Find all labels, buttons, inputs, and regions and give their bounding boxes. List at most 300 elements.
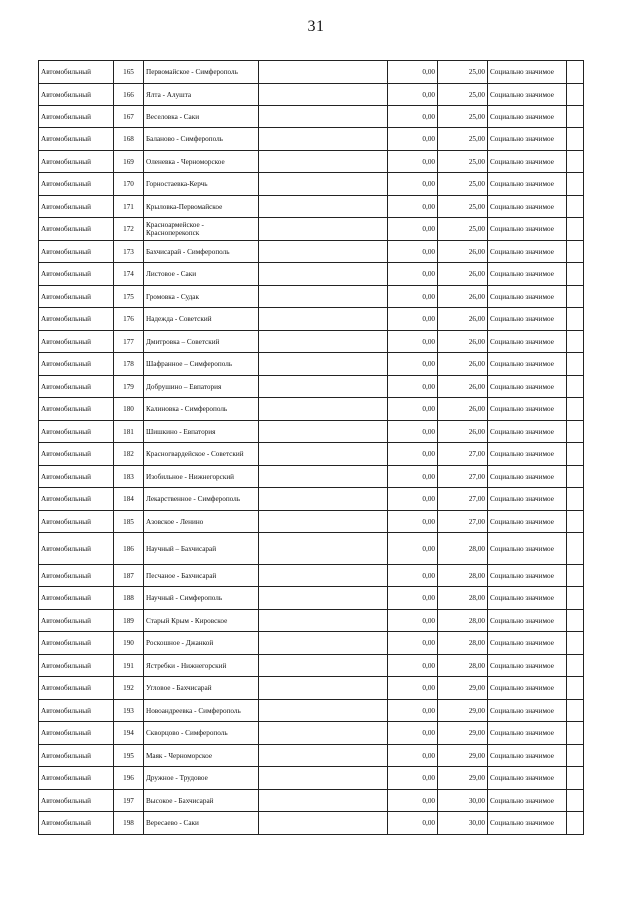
blank-cell: [259, 286, 388, 308]
route-name-cell: Калиновка - Симферополь: [144, 398, 259, 421]
blank-cell: [567, 84, 584, 106]
blank-cell: [259, 421, 388, 443]
table-row: [39, 767, 584, 790]
route-name-cell: Маяк - Черноморское: [144, 745, 259, 767]
route-type-cell: Автомобильный: [39, 398, 114, 421]
blank-cell: [567, 331, 584, 353]
value-2-cell: 28,00: [438, 655, 488, 677]
blank-cell: [567, 466, 584, 488]
blank-cell: [259, 376, 388, 398]
blank-cell: [567, 263, 584, 286]
route-type-cell: Автомобильный: [39, 587, 114, 610]
route-number-cell: 174: [114, 263, 144, 286]
route-type-cell: Автомобильный: [39, 745, 114, 767]
value-1-cell: 0,00: [388, 722, 438, 745]
status-cell: Социально значимое: [488, 286, 567, 308]
table-row: [39, 700, 584, 722]
value-2-cell: 29,00: [438, 767, 488, 790]
blank-cell: [567, 587, 584, 610]
route-number-cell: 193: [114, 700, 144, 722]
route-number-cell: 189: [114, 610, 144, 632]
route-number-cell: 194: [114, 722, 144, 745]
table-row: [39, 511, 584, 533]
blank-cell: [567, 286, 584, 308]
blank-cell: [567, 151, 584, 173]
status-cell: Социально значимое: [488, 106, 567, 128]
status-cell: Социально значимое: [488, 196, 567, 218]
blank-cell: [567, 353, 584, 376]
route-name-cell: Роскошное - Джанкой: [144, 632, 259, 655]
table-row: [39, 353, 584, 376]
value-1-cell: 0,00: [388, 632, 438, 655]
table-row: [39, 587, 584, 610]
blank-cell: [567, 308, 584, 331]
blank-cell: [259, 790, 388, 812]
page-number: 31: [307, 18, 325, 35]
value-1-cell: 0,00: [388, 767, 438, 790]
route-name-cell: Научный - Симферополь: [144, 587, 259, 610]
route-number-cell: 175: [114, 286, 144, 308]
route-name-cell: Научный – Бахчисарай: [144, 533, 259, 565]
route-name-cell: Изобильное - Нижнегорский: [144, 466, 259, 488]
value-1-cell: 0,00: [388, 173, 438, 196]
route-number-cell: 186: [114, 533, 144, 565]
route-type-cell: Автомобильный: [39, 767, 114, 790]
blank-cell: [567, 61, 584, 84]
blank-cell: [259, 218, 388, 241]
blank-cell: [567, 745, 584, 767]
value-2-cell: 26,00: [438, 353, 488, 376]
blank-cell: [567, 565, 584, 587]
route-type-cell: Автомобильный: [39, 286, 114, 308]
blank-cell: [259, 565, 388, 587]
value-2-cell: 27,00: [438, 466, 488, 488]
table-row: [39, 677, 584, 700]
route-type-cell: Автомобильный: [39, 488, 114, 511]
status-cell: Социально значимое: [488, 308, 567, 331]
table-row: [39, 533, 584, 565]
value-1-cell: 0,00: [388, 331, 438, 353]
route-number-cell: 198: [114, 812, 144, 835]
blank-cell: [567, 511, 584, 533]
blank-cell: [567, 610, 584, 632]
table-row: [39, 421, 584, 443]
value-2-cell: 29,00: [438, 677, 488, 700]
status-cell: Социально значимое: [488, 263, 567, 286]
route-type-cell: Автомобильный: [39, 812, 114, 835]
route-number-cell: 167: [114, 106, 144, 128]
value-1-cell: 0,00: [388, 443, 438, 466]
table-row: [39, 173, 584, 196]
blank-cell: [567, 767, 584, 790]
route-number-cell: 177: [114, 331, 144, 353]
blank-cell: [259, 655, 388, 677]
value-1-cell: 0,00: [388, 587, 438, 610]
route-name-cell: Высокое - Бахчисарай: [144, 790, 259, 812]
route-name-cell: Ялта - Алушта: [144, 84, 259, 106]
value-2-cell: 25,00: [438, 151, 488, 173]
value-1-cell: 0,00: [388, 128, 438, 151]
table-row: [39, 812, 584, 835]
route-number-cell: 185: [114, 511, 144, 533]
value-1-cell: 0,00: [388, 488, 438, 511]
route-type-cell: Автомобильный: [39, 565, 114, 587]
status-cell: Социально значимое: [488, 722, 567, 745]
blank-cell: [567, 488, 584, 511]
table-row: [39, 286, 584, 308]
route-number-cell: 176: [114, 308, 144, 331]
value-1-cell: 0,00: [388, 241, 438, 263]
blank-cell: [567, 655, 584, 677]
blank-cell: [567, 106, 584, 128]
value-1-cell: 0,00: [388, 655, 438, 677]
table-row: [39, 443, 584, 466]
route-type-cell: Автомобильный: [39, 128, 114, 151]
value-1-cell: 0,00: [388, 376, 438, 398]
blank-cell: [259, 812, 388, 835]
route-type-cell: Автомобильный: [39, 308, 114, 331]
blank-cell: [259, 443, 388, 466]
route-name-cell: Лекарственное - Симферополь: [144, 488, 259, 511]
blank-cell: [259, 263, 388, 286]
route-name-cell: Скворцово - Симферополь: [144, 722, 259, 745]
route-name-cell: Баланово - Симферополь: [144, 128, 259, 151]
blank-cell: [567, 398, 584, 421]
value-2-cell: 25,00: [438, 128, 488, 151]
value-2-cell: 25,00: [438, 84, 488, 106]
value-2-cell: 30,00: [438, 812, 488, 835]
route-number-cell: 166: [114, 84, 144, 106]
status-cell: Социально значимое: [488, 398, 567, 421]
blank-cell: [259, 196, 388, 218]
route-number-cell: 188: [114, 587, 144, 610]
table-row: [39, 106, 584, 128]
value-1-cell: 0,00: [388, 812, 438, 835]
value-1-cell: 0,00: [388, 353, 438, 376]
route-type-cell: Автомобильный: [39, 331, 114, 353]
route-type-cell: Автомобильный: [39, 151, 114, 173]
value-1-cell: 0,00: [388, 790, 438, 812]
route-type-cell: Автомобильный: [39, 655, 114, 677]
value-1-cell: 0,00: [388, 196, 438, 218]
value-2-cell: 26,00: [438, 263, 488, 286]
value-1-cell: 0,00: [388, 700, 438, 722]
route-number-cell: 169: [114, 151, 144, 173]
value-2-cell: 28,00: [438, 632, 488, 655]
route-number-cell: 190: [114, 632, 144, 655]
route-type-cell: Автомобильный: [39, 241, 114, 263]
status-cell: Социально значимое: [488, 421, 567, 443]
value-2-cell: 28,00: [438, 565, 488, 587]
value-2-cell: 29,00: [438, 700, 488, 722]
route-name-cell: Бахчисарай - Симферополь: [144, 241, 259, 263]
route-number-cell: 187: [114, 565, 144, 587]
value-2-cell: 26,00: [438, 398, 488, 421]
table-row: [39, 790, 584, 812]
route-name-cell: Листовое - Саки: [144, 263, 259, 286]
value-2-cell: 27,00: [438, 443, 488, 466]
blank-cell: [567, 677, 584, 700]
status-cell: Социально значимое: [488, 745, 567, 767]
blank-cell: [567, 196, 584, 218]
value-2-cell: 28,00: [438, 533, 488, 565]
value-2-cell: 25,00: [438, 196, 488, 218]
route-type-cell: Автомобильный: [39, 466, 114, 488]
blank-cell: [567, 632, 584, 655]
value-1-cell: 0,00: [388, 745, 438, 767]
value-1-cell: 0,00: [388, 610, 438, 632]
table-row: [39, 196, 584, 218]
value-1-cell: 0,00: [388, 61, 438, 84]
blank-cell: [259, 84, 388, 106]
status-cell: Социально значимое: [488, 533, 567, 565]
route-name-cell: Угловое - Бахчисарай: [144, 677, 259, 700]
route-name-cell: Дмитровка – Советский: [144, 331, 259, 353]
blank-cell: [567, 128, 584, 151]
route-name-cell: Шишкино - Евпатория: [144, 421, 259, 443]
routes-table: [38, 60, 584, 835]
value-2-cell: 30,00: [438, 790, 488, 812]
blank-cell: [259, 241, 388, 263]
route-number-cell: 165: [114, 61, 144, 84]
status-cell: Социально значимое: [488, 587, 567, 610]
route-number-cell: 182: [114, 443, 144, 466]
status-cell: Социально значимое: [488, 610, 567, 632]
table-row: [39, 610, 584, 632]
route-number-cell: 172: [114, 218, 144, 241]
route-number-cell: 192: [114, 677, 144, 700]
value-1-cell: 0,00: [388, 84, 438, 106]
route-type-cell: Автомобильный: [39, 722, 114, 745]
value-2-cell: 26,00: [438, 331, 488, 353]
route-type-cell: Автомобильный: [39, 106, 114, 128]
route-type-cell: Автомобильный: [39, 700, 114, 722]
route-name-cell: Красноармейское - Красноперекопск: [144, 218, 259, 241]
value-1-cell: 0,00: [388, 218, 438, 241]
blank-cell: [259, 722, 388, 745]
blank-cell: [259, 767, 388, 790]
route-number-cell: 171: [114, 196, 144, 218]
blank-cell: [567, 533, 584, 565]
value-1-cell: 0,00: [388, 677, 438, 700]
table-row: [39, 241, 584, 263]
blank-cell: [567, 700, 584, 722]
status-cell: Социально значимое: [488, 700, 567, 722]
blank-cell: [259, 677, 388, 700]
table-row: [39, 565, 584, 587]
blank-cell: [567, 376, 584, 398]
route-name-cell: Азовское - Ленино: [144, 511, 259, 533]
route-type-cell: Автомобильный: [39, 677, 114, 700]
blank-cell: [259, 511, 388, 533]
route-number-cell: 191: [114, 655, 144, 677]
route-number-cell: 170: [114, 173, 144, 196]
table-row: [39, 655, 584, 677]
table-row: [39, 218, 584, 241]
blank-cell: [259, 308, 388, 331]
status-cell: Социально значимое: [488, 443, 567, 466]
route-type-cell: Автомобильный: [39, 610, 114, 632]
table-row: [39, 398, 584, 421]
table-row: [39, 745, 584, 767]
route-name-cell: Громовка - Судак: [144, 286, 259, 308]
blank-cell: [259, 106, 388, 128]
value-1-cell: 0,00: [388, 286, 438, 308]
value-1-cell: 0,00: [388, 511, 438, 533]
route-name-cell: Первомайское - Симферополь: [144, 61, 259, 84]
table-row: [39, 331, 584, 353]
route-name-cell: Оленевка - Черноморское: [144, 151, 259, 173]
status-cell: Социально значимое: [488, 488, 567, 511]
route-type-cell: Автомобильный: [39, 173, 114, 196]
route-type-cell: Автомобильный: [39, 196, 114, 218]
status-cell: Социально значимое: [488, 331, 567, 353]
route-type-cell: Автомобильный: [39, 632, 114, 655]
blank-cell: [259, 466, 388, 488]
route-number-cell: 179: [114, 376, 144, 398]
value-2-cell: 25,00: [438, 61, 488, 84]
value-1-cell: 0,00: [388, 106, 438, 128]
route-name-cell: Ястребки - Нижнегорский: [144, 655, 259, 677]
route-name-cell: Песчаное - Бахчисарай: [144, 565, 259, 587]
table-row: [39, 308, 584, 331]
value-1-cell: 0,00: [388, 565, 438, 587]
route-type-cell: Автомобильный: [39, 511, 114, 533]
value-2-cell: 27,00: [438, 488, 488, 511]
blank-cell: [259, 173, 388, 196]
blank-cell: [259, 128, 388, 151]
route-name-cell: Дружное - Трудовое: [144, 767, 259, 790]
table-row: [39, 128, 584, 151]
blank-cell: [259, 353, 388, 376]
blank-cell: [259, 398, 388, 421]
route-type-cell: Автомобильный: [39, 84, 114, 106]
value-1-cell: 0,00: [388, 308, 438, 331]
route-number-cell: 195: [114, 745, 144, 767]
route-name-cell: Красногвардейское - Советский: [144, 443, 259, 466]
blank-cell: [567, 790, 584, 812]
route-number-cell: 173: [114, 241, 144, 263]
route-type-cell: Автомобильный: [39, 61, 114, 84]
route-type-cell: Автомобильный: [39, 533, 114, 565]
value-2-cell: 26,00: [438, 286, 488, 308]
value-2-cell: 29,00: [438, 722, 488, 745]
route-number-cell: 178: [114, 353, 144, 376]
status-cell: Социально значимое: [488, 353, 567, 376]
value-1-cell: 0,00: [388, 398, 438, 421]
blank-cell: [259, 488, 388, 511]
value-2-cell: 27,00: [438, 511, 488, 533]
value-2-cell: 25,00: [438, 173, 488, 196]
table-row: [39, 632, 584, 655]
status-cell: Социально значимое: [488, 632, 567, 655]
status-cell: Социально значимое: [488, 812, 567, 835]
table-row: [39, 61, 584, 84]
value-2-cell: 26,00: [438, 241, 488, 263]
status-cell: Социально значимое: [488, 128, 567, 151]
route-name-cell: Добрушино – Евпатория: [144, 376, 259, 398]
status-cell: Социально значимое: [488, 511, 567, 533]
blank-cell: [567, 173, 584, 196]
route-name-cell: Крыловка-Первомайское: [144, 196, 259, 218]
table-row: [39, 466, 584, 488]
blank-cell: [259, 587, 388, 610]
route-name-cell: Шафранное – Симферополь: [144, 353, 259, 376]
route-type-cell: Автомобильный: [39, 263, 114, 286]
status-cell: Социально значимое: [488, 466, 567, 488]
routes-table-body: [39, 61, 584, 835]
blank-cell: [567, 812, 584, 835]
route-number-cell: 197: [114, 790, 144, 812]
route-number-cell: 168: [114, 128, 144, 151]
value-2-cell: 28,00: [438, 610, 488, 632]
blank-cell: [259, 610, 388, 632]
status-cell: Социально значимое: [488, 677, 567, 700]
blank-cell: [567, 218, 584, 241]
route-name-cell: Надежда - Советский: [144, 308, 259, 331]
route-type-cell: Автомобильный: [39, 353, 114, 376]
status-cell: Социально значимое: [488, 565, 567, 587]
value-2-cell: 29,00: [438, 745, 488, 767]
value-2-cell: 28,00: [438, 587, 488, 610]
status-cell: Социально значимое: [488, 655, 567, 677]
status-cell: Социально значимое: [488, 767, 567, 790]
table-row: [39, 151, 584, 173]
route-name-cell: Новоандреевка - Симферополь: [144, 700, 259, 722]
blank-cell: [567, 421, 584, 443]
table-row: [39, 376, 584, 398]
table-row: [39, 722, 584, 745]
value-1-cell: 0,00: [388, 263, 438, 286]
status-cell: Социально значимое: [488, 173, 567, 196]
route-name-cell: Горностаевка-Керчь: [144, 173, 259, 196]
value-2-cell: 26,00: [438, 421, 488, 443]
blank-cell: [259, 61, 388, 84]
status-cell: Социально значимое: [488, 151, 567, 173]
blank-cell: [259, 632, 388, 655]
route-name-cell: Старый Крым - Кировское: [144, 610, 259, 632]
table-row: [39, 263, 584, 286]
value-1-cell: 0,00: [388, 533, 438, 565]
status-cell: Социально значимое: [488, 218, 567, 241]
route-type-cell: Автомобильный: [39, 218, 114, 241]
table-row: [39, 84, 584, 106]
route-number-cell: 181: [114, 421, 144, 443]
blank-cell: [259, 700, 388, 722]
value-1-cell: 0,00: [388, 466, 438, 488]
blank-cell: [259, 533, 388, 565]
status-cell: Социально значимое: [488, 241, 567, 263]
route-number-cell: 196: [114, 767, 144, 790]
value-2-cell: 25,00: [438, 106, 488, 128]
value-2-cell: 26,00: [438, 376, 488, 398]
route-type-cell: Автомобильный: [39, 376, 114, 398]
value-2-cell: 26,00: [438, 308, 488, 331]
status-cell: Социально значимое: [488, 61, 567, 84]
blank-cell: [259, 745, 388, 767]
route-name-cell: Вересаево - Саки: [144, 812, 259, 835]
route-number-cell: 183: [114, 466, 144, 488]
route-type-cell: Автомобильный: [39, 790, 114, 812]
blank-cell: [259, 331, 388, 353]
route-type-cell: Автомобильный: [39, 421, 114, 443]
route-type-cell: Автомобильный: [39, 443, 114, 466]
table-row: [39, 488, 584, 511]
blank-cell: [259, 151, 388, 173]
route-name-cell: Веселовка - Саки: [144, 106, 259, 128]
blank-cell: [567, 443, 584, 466]
status-cell: Социально значимое: [488, 84, 567, 106]
